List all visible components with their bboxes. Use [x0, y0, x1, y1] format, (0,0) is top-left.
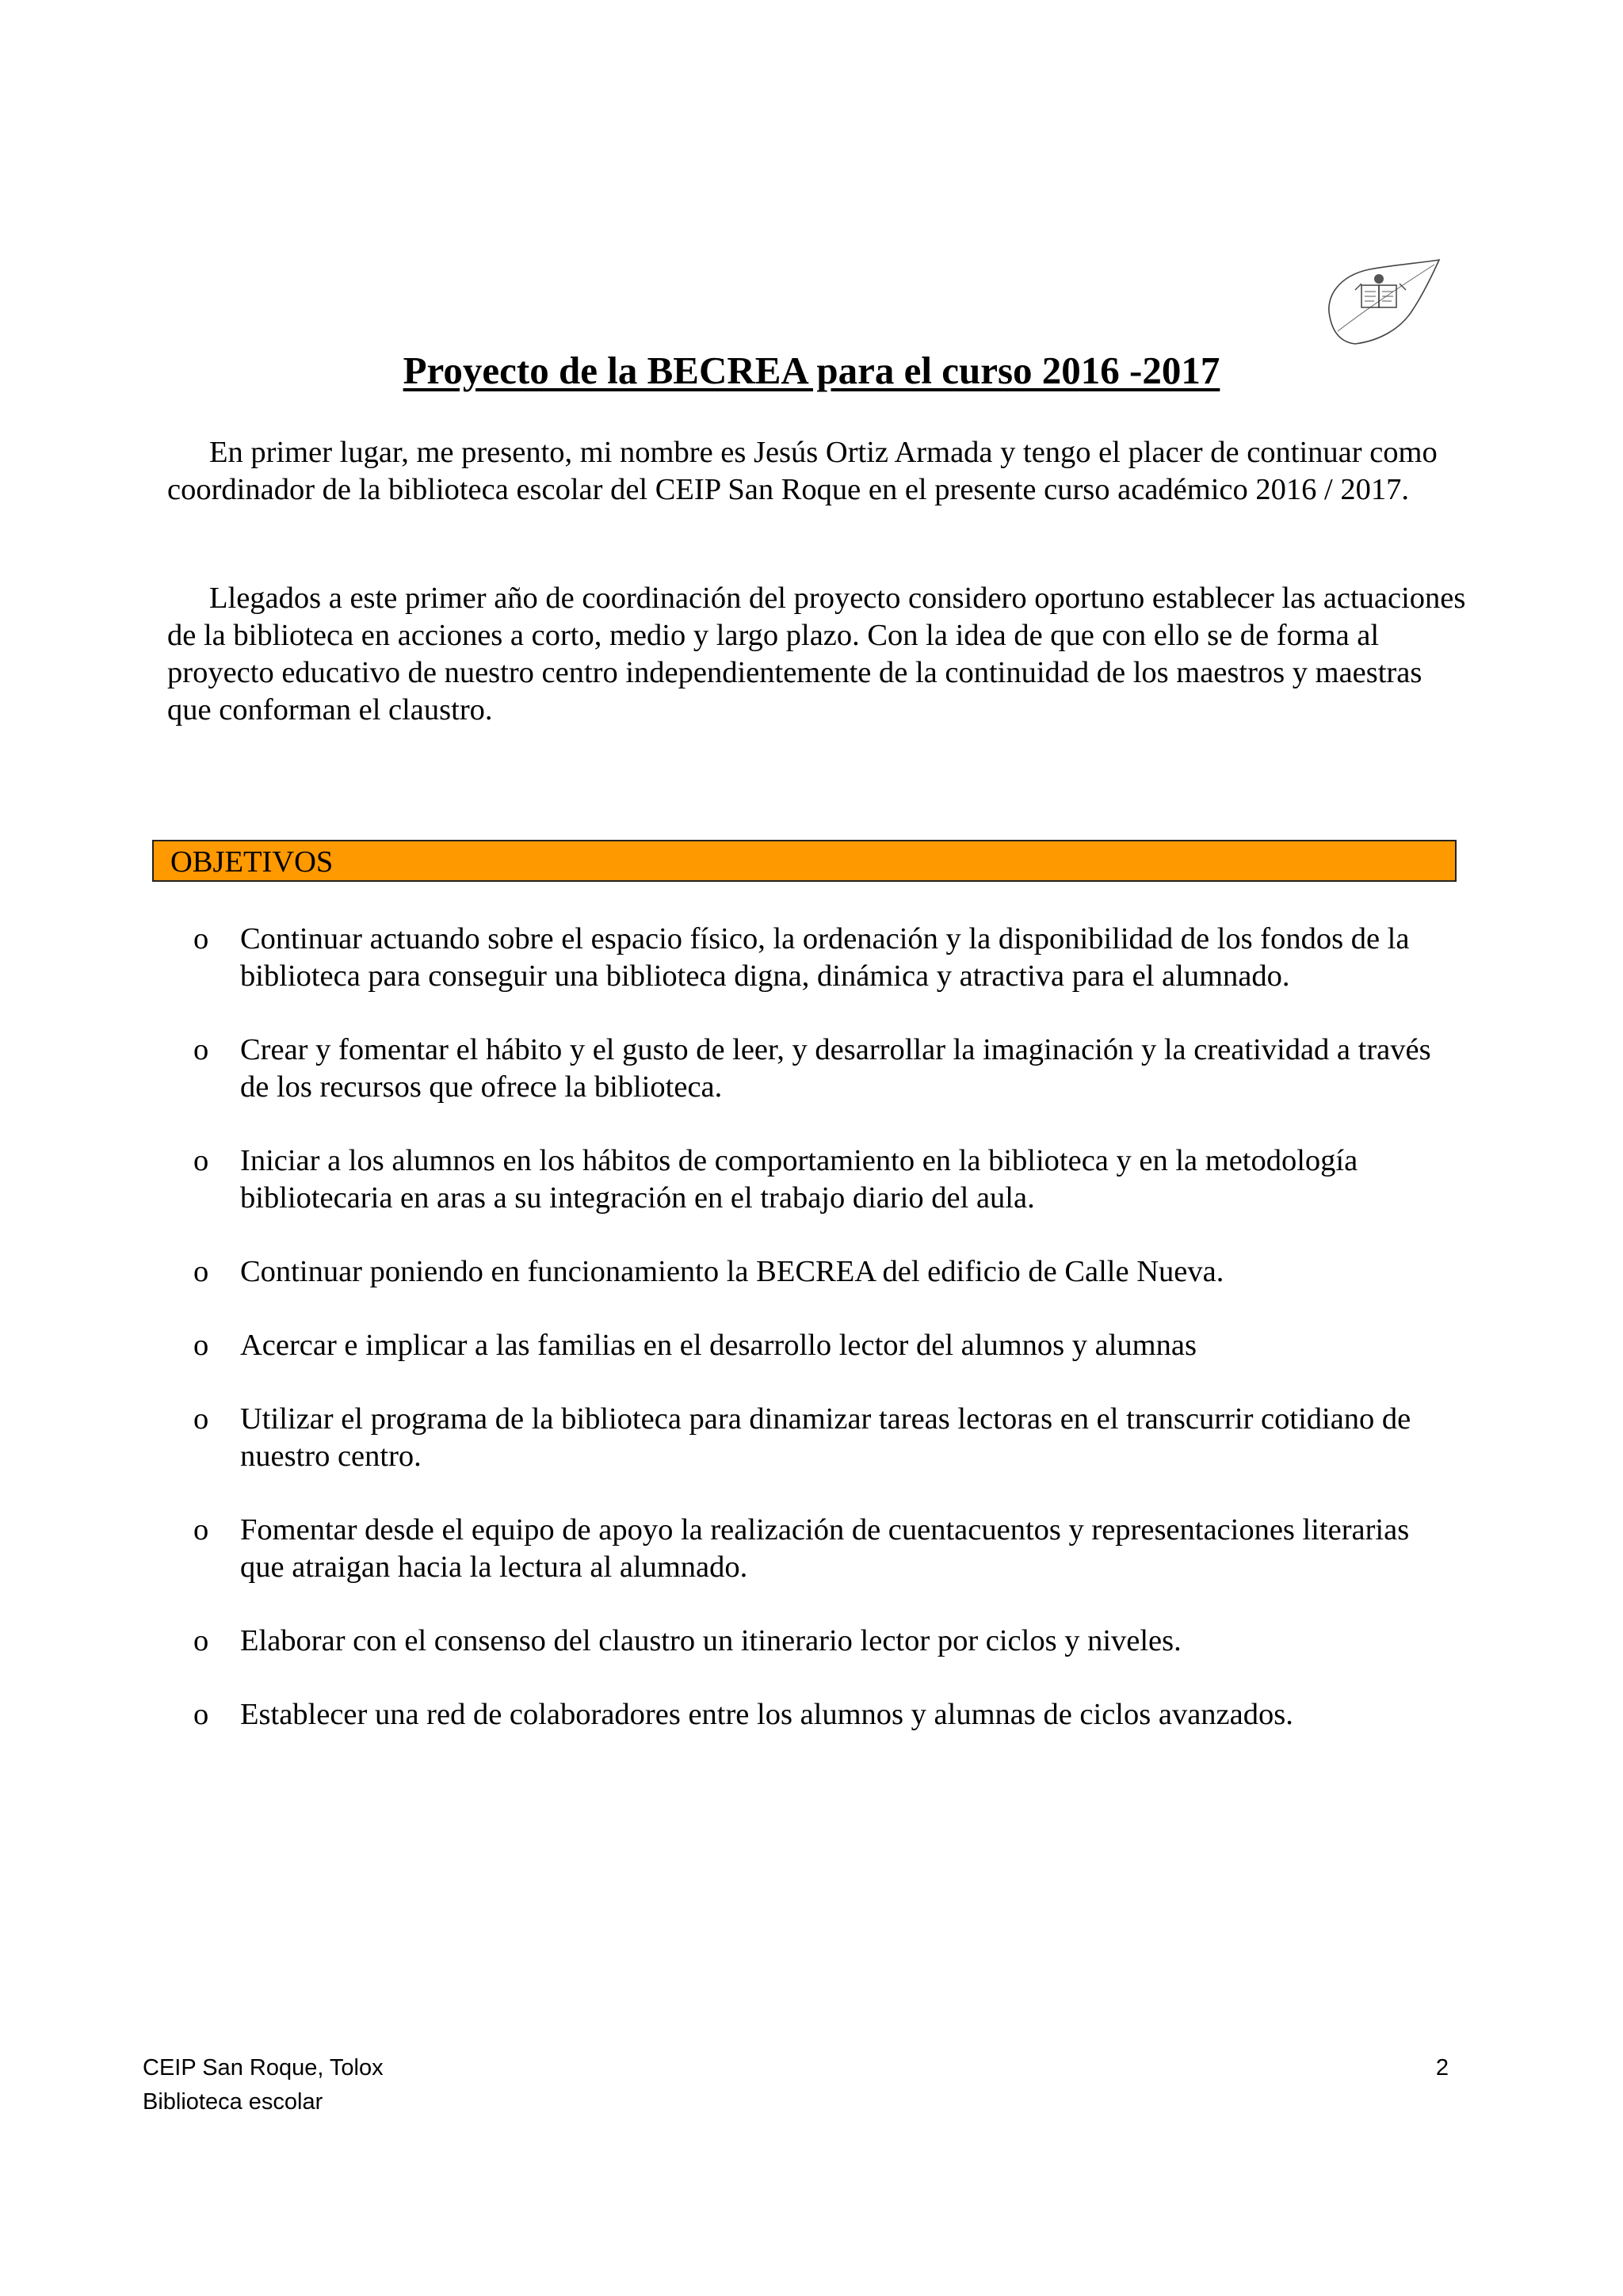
bullet-marker: o — [193, 1402, 209, 1436]
footer-school: CEIP San Roque, Tolox — [143, 2055, 384, 2081]
objective-text: Acercar e implicar a las familias en el desarrollo lector del alumnos y alumnas — [240, 1329, 1197, 1362]
bullet-marker: o — [193, 1698, 209, 1731]
bullet-marker: o — [193, 922, 209, 955]
section-heading-bar — [152, 840, 1457, 882]
bullet-marker: o — [193, 1144, 209, 1177]
bullet-marker: o — [193, 1624, 209, 1657]
objective-text: Fomentar desde el equipo de apoyo la realización de cuentacuentos y representaciones literarias que atraigan hacia la lectura al alumnado. — [240, 1513, 1410, 1584]
bullet-marker: o — [193, 1513, 209, 1547]
objective-text: Continuar poniendo en funcionamiento la BECREA del edificio de Calle Nueva. — [240, 1255, 1224, 1288]
page-footer — [143, 2051, 384, 2119]
objective-text: Establecer una red de colaboradores entre los alumnos y alumnas de ciclos avanzados. — [240, 1698, 1293, 1731]
intro-paragraph-2: Llegados a este primer año de coordinación del proyecto considero oportuno establecer las actuaciones de la biblioteca en acciones a corto, medio y largo plazo. Con la idea de que con ello se de forma al proyecto educativo de nuestro centro independientemente de la continuidad de los maestros y maestras que conforman el claustro. — [167, 582, 1466, 727]
objective-text: Crear y fomentar el hábito y el gusto de leer, y desarrollar la imaginación y la creatividad a través de los recursos que ofrece la biblioteca. — [240, 1033, 1431, 1104]
section-heading: OBJETIVOS — [170, 845, 334, 879]
document-title: Proyecto de la BECREA para el curso 2016 -2017 — [403, 349, 1220, 392]
bullet-marker: o — [193, 1033, 209, 1066]
objective-text: Utilizar el programa de la biblioteca para dinamizar tareas lectoras en el transcurrir cotidiano de nuestro centro. — [240, 1402, 1411, 1473]
objective-text: Elaborar con el consenso del claustro un itinerario lector por ciclos y niveles. — [240, 1624, 1182, 1657]
objective-text: Continuar actuando sobre el espacio físico, la ordenación y la disponibilidad de los fondos de la biblioteca para conseguir una biblioteca digna, dinámica y atractiva para el alumnado. — [240, 922, 1410, 993]
objective-text: Iniciar a los alumnos en los hábitos de comportamiento en la biblioteca y en la metodología bibliotecaria en aras a su integración en el trabajo diario del aula. — [240, 1144, 1358, 1215]
footer-library: Biblioteca escolar — [143, 2089, 323, 2115]
intro-paragraph-1: En primer lugar, me presento, mi nombre es Jesús Ortiz Armada y tengo el placer de continuar como coordinador de la biblioteca escolar del CEIP San Roque en el presente curso académico 2016 / 2017. — [167, 436, 1438, 506]
bullet-marker: o — [193, 1329, 209, 1362]
page-number: 2 — [1435, 2055, 1449, 2081]
school-logo — [1323, 258, 1444, 347]
bullet-marker: o — [193, 1255, 209, 1288]
